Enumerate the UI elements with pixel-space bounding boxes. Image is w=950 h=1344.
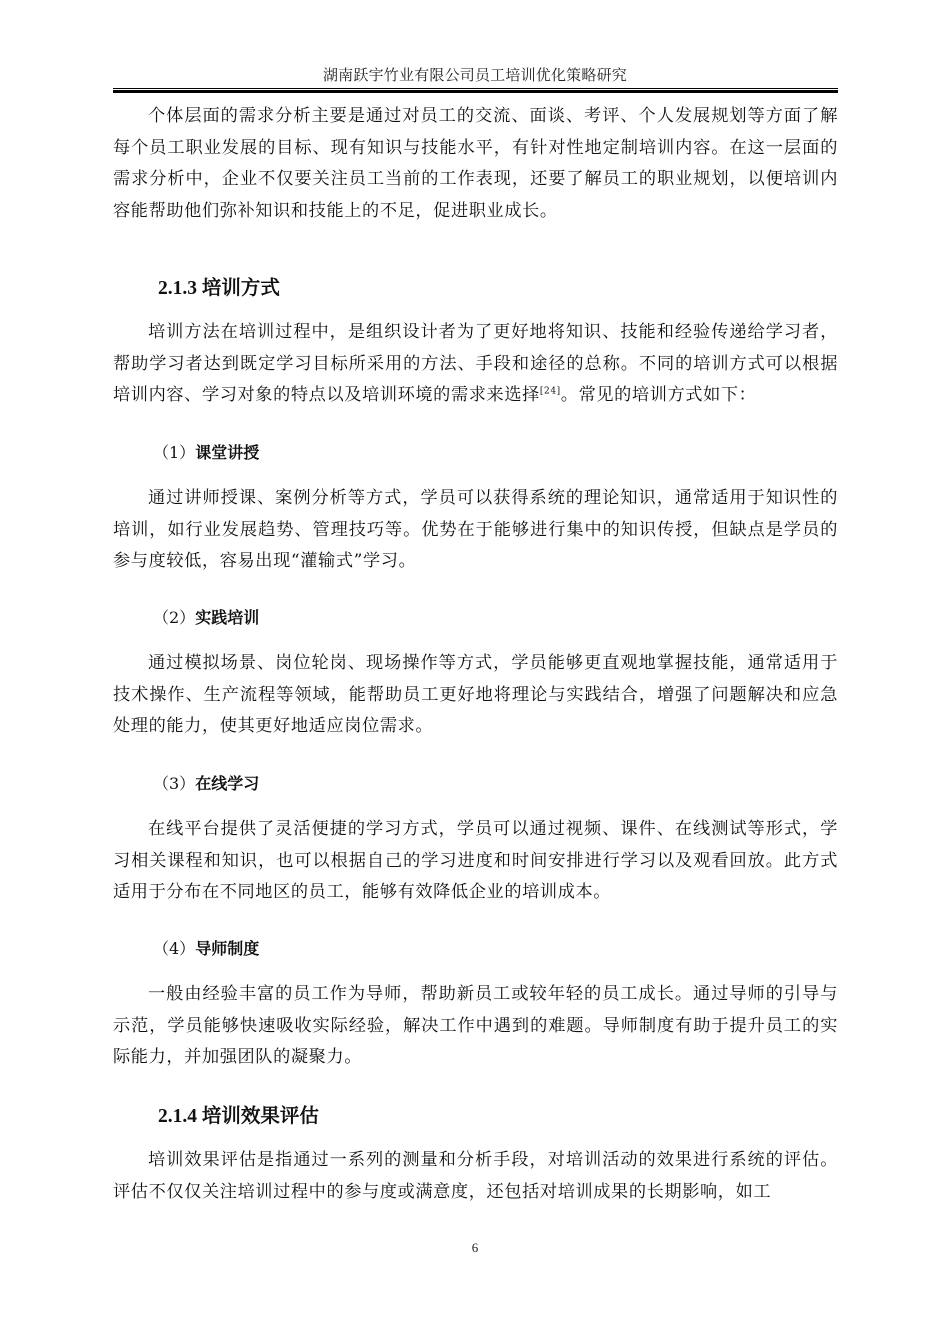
item-label: （3）: [153, 774, 196, 793]
item-title: 实践培训: [195, 608, 260, 627]
item-label: （2）: [153, 608, 196, 627]
header-rule-thick: [113, 90, 838, 93]
item-label: （4）: [153, 939, 196, 958]
item-title: 课堂讲授: [195, 443, 260, 462]
section-number: 2.1.3: [158, 278, 197, 299]
item-title: 在线学习: [195, 774, 260, 793]
paragraph-text-tail: 。常见的培训方式如下：: [560, 385, 757, 405]
training-methods-paragraph: [113, 317, 838, 412]
section-title: 培训方式: [201, 278, 280, 299]
header-double-rule: [113, 88, 838, 93]
citation-reference: [24]: [539, 386, 561, 397]
section-title: 培训效果评估: [201, 1106, 319, 1127]
subheading-online: [153, 771, 259, 794]
mentor-paragraph: 一般由经验丰富的员工作为导师，帮助新员工或较年轻的员工成长。通过导师的引导与示范，学员能够快速吸收实际经验，解决工作中遇到的难题。导师制度有助于提升员工的实际能力，并加强团队的凝聚力。: [113, 984, 838, 1067]
online-paragraph: 在线平台提供了灵活便捷的学习方式，学员可以通过视频、课件、在线测试等形式，学习相关课程和知识，也可以根据自己的学习进度和时间安排进行学习以及观看回放。此方式适用于分布在不同地区的员工，能够有效降低企业的培训成本。: [113, 819, 838, 902]
lecture-paragraph: 通过讲师授课、案例分析等方式，学员可以获得系统的理论知识，通常适用于知识性的培训，如行业发展趋势、管理技巧等。优势在于能够进行集中的知识传授，但缺点是学员的参与度较低，容易出现“灌输式”学习。: [113, 488, 838, 571]
subheading-lecture: [153, 440, 259, 463]
practice-paragraph: 通过模拟场景、岗位轮岗、现场操作等方式，学员能够更直观地掌握技能，通常适用于技术操作、生产流程等领域，能帮助员工更好地将理论与实践结合，增强了问题解决和应急处理的能力，使其更好地适应岗位需求。: [113, 653, 838, 736]
item-title: 导师制度: [195, 939, 260, 958]
item-label: （1）: [153, 443, 196, 462]
subheading-practice: [153, 605, 259, 628]
section-heading-2-1-3: [158, 272, 280, 300]
paragraph-text: 培训方法在培训过程中，是组织设计者为了更好地将知识、技能和经验传递给学习者，帮助学习者达到既定学习目标所采用的方法、手段和途径的总称。不同的培训方式可以根据培训内容、学习对象的特点以及培训环境的需求来选择: [113, 322, 838, 405]
evaluation-paragraph: 培训效果评估是指通过一系列的测量和分析手段，对培训活动的效果进行系统的评估。评估不仅仅关注培训过程中的参与度或满意度，还包括对培训成果的长期影响，如工: [113, 1150, 838, 1202]
intro-paragraph: 个体层面的需求分析主要是通过对员工的交流、面谈、考评、个人发展规划等方面了解每个员工职业发展的目标、现有知识与技能水平，有针对性地定制培训内容。在这一层面的需求分析中，企业不仅要关注员工当前的工作表现，还要了解员工的职业规划，以便培训内容能帮助他们弥补知识和技能上的不足，促进职业成长。: [113, 106, 838, 221]
section-heading-2-1-4: [158, 1100, 319, 1128]
section-number: 2.1.4: [158, 1106, 197, 1127]
page-number: 6: [471, 1240, 479, 1255]
subheading-mentor: [153, 936, 259, 959]
header-title: 湖南跃宇竹业有限公司员工培训优化策略研究: [322, 66, 627, 84]
